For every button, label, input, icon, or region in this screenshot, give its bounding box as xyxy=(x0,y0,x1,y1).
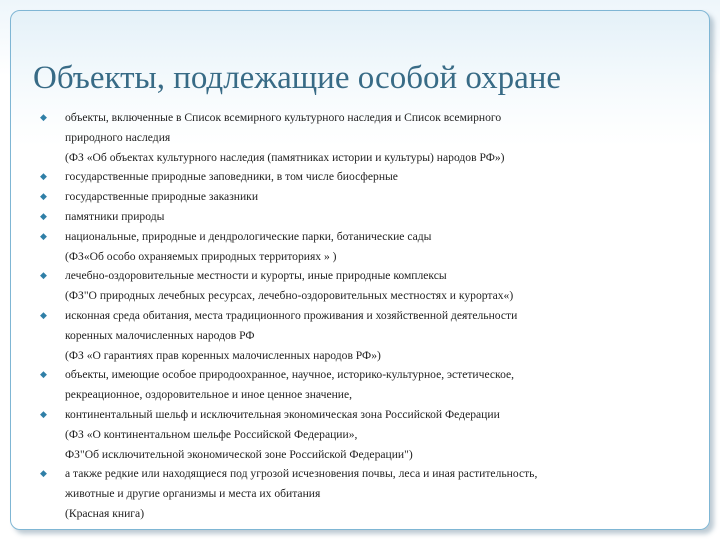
list-item xyxy=(40,365,680,385)
list-item-text: животные и другие организмы и места их обитания xyxy=(65,487,321,501)
bullet-diamond-icon: ◆ xyxy=(40,230,47,241)
list-item-text: ФЗ"Об исключительной экономической зоне Российской Федерации") xyxy=(65,447,413,461)
bullet-diamond-icon: ◆ xyxy=(40,369,47,380)
list-item-text: а также редкие или находящиеся под угрозой исчезновения почвы, леса и иная растительность, xyxy=(65,467,538,481)
bullet-diamond-icon: ◆ xyxy=(40,408,47,419)
list-item-continuation xyxy=(40,326,680,346)
list-item-text: государственные природные заказники xyxy=(65,190,259,204)
list-item xyxy=(40,405,680,425)
bullet-diamond-icon: ◆ xyxy=(40,468,47,479)
list-item-text: памятники природы xyxy=(65,209,165,223)
list-item-continuation xyxy=(40,148,680,168)
list-item-text: государственные природные заповедники, в том числе биосферные xyxy=(65,170,398,184)
bullet-diamond-icon: ◆ xyxy=(40,171,47,182)
list-item-text: (ФЗ«Об особо охраняемых природных территориях » ) xyxy=(65,249,337,263)
list-item-text: природного наследия xyxy=(65,130,171,144)
list-item-continuation xyxy=(40,445,680,465)
list-item-continuation xyxy=(40,286,680,306)
bullet-diamond-icon: ◆ xyxy=(40,270,47,281)
list-item-text: лечебно-оздоровительные местности и курорты, иные природные комплексы xyxy=(65,269,447,283)
list-item-text: объекты, имеющие особое природоохранное, научное, историко-культурное, эстетическое, xyxy=(65,368,515,382)
list-item-continuation xyxy=(40,385,680,405)
list-item xyxy=(40,306,680,326)
list-item-text: (ФЗ"О природных лечебных ресурсах, лечебно-оздоровительных местностях и курортах«) xyxy=(65,289,514,303)
slide-title: Объекты, подлежащие особой охране xyxy=(33,60,562,96)
list-item-continuation xyxy=(40,346,680,366)
list-item xyxy=(40,108,680,128)
bullet-diamond-icon: ◆ xyxy=(40,191,47,202)
list-item xyxy=(40,266,680,286)
bullet-diamond-icon: ◆ xyxy=(40,309,47,320)
list-item-text: объекты, включенные в Список всемирного культурного наследия и Список всемирного xyxy=(65,111,502,124)
list-item-text: (Красная книга) xyxy=(65,506,145,520)
list-item-text: (ФЗ «О гарантиях прав коренных малочисленных народов РФ») xyxy=(65,348,381,362)
list-item-continuation xyxy=(40,425,680,445)
list-item-continuation xyxy=(40,504,680,524)
list-item-text: (ФЗ «Об объектах культурного наследия (памятниках истории и культуры) народов РФ») xyxy=(65,150,505,164)
list-item xyxy=(40,227,680,247)
list-item-text: рекреационное, оздоровительное и иное ценное значение, xyxy=(65,388,353,402)
slide-content xyxy=(40,108,680,524)
list-item xyxy=(40,187,680,207)
list-item-text: коренных малочисленных народов РФ xyxy=(65,328,255,342)
list-item-continuation xyxy=(40,247,680,267)
list-item xyxy=(40,167,680,187)
list-item-text: национальные, природные и дендрологические парки, ботанические сады xyxy=(65,229,432,243)
list-item-continuation xyxy=(40,128,680,148)
list-item-text: исконная среда обитания, места традиционного проживания и хозяйственной деятельности xyxy=(65,308,518,322)
list-item xyxy=(40,464,680,484)
list-item xyxy=(40,207,680,227)
list-item-continuation xyxy=(40,484,680,504)
bullet-diamond-icon: ◆ xyxy=(40,210,47,221)
list-item-text: континентальный шельф и исключительная экономическая зона Российской Федерации xyxy=(65,407,500,421)
list-item-text: (ФЗ «О континентальном шельфе Российской Федерации», xyxy=(65,427,358,441)
bullet-diamond-icon: ◆ xyxy=(40,112,47,122)
